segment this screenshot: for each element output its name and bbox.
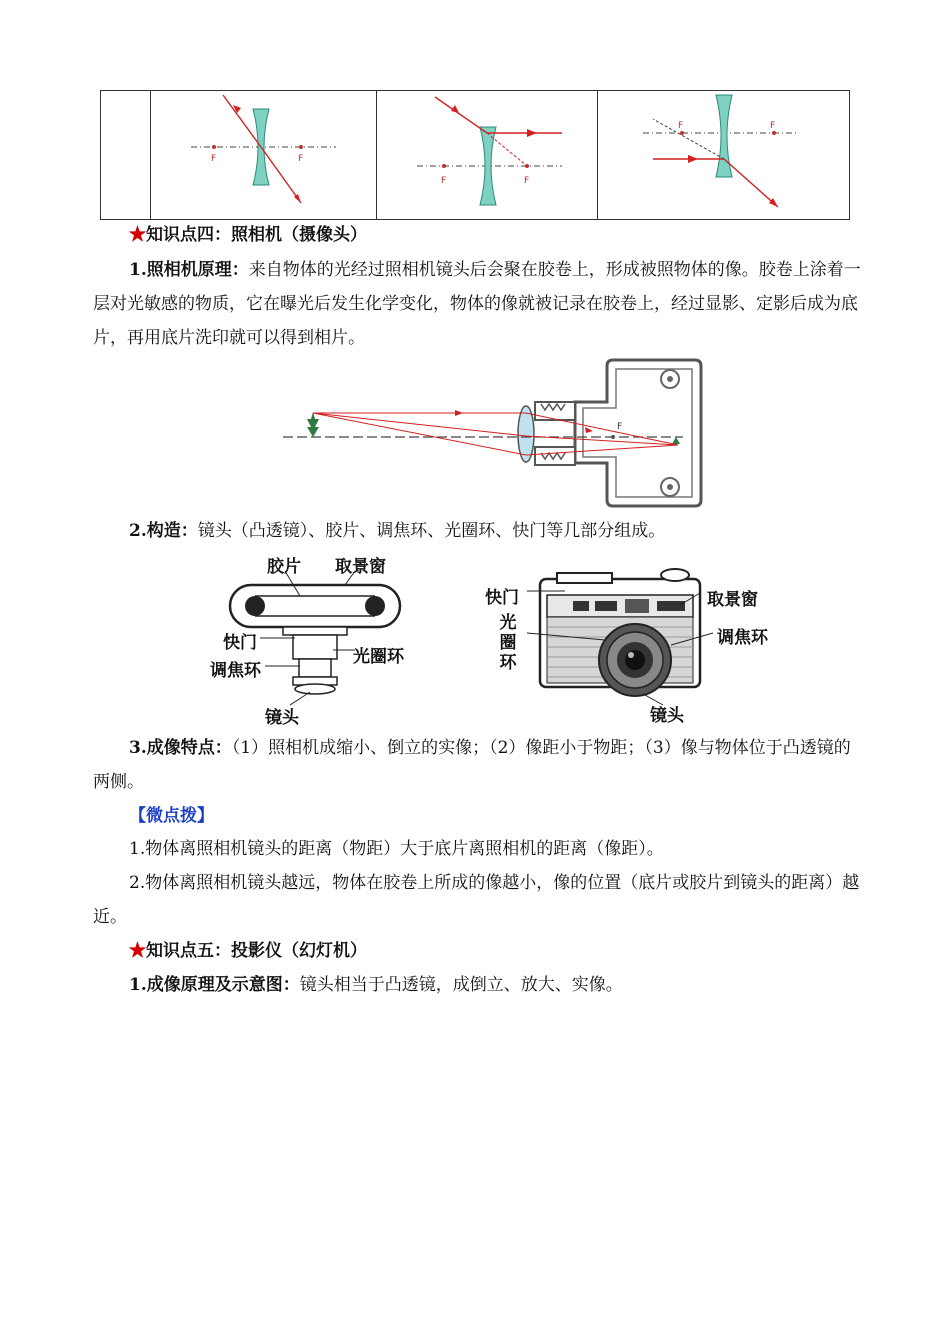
tip-item-2-text: 2.物体离照相机镜头越远，物体在胶卷上所成的像越小，像的位置（底片或胶片到镜头的距离）越近。 [93, 873, 860, 927]
star-icon: ★ [129, 225, 146, 245]
label-film: 胶片 [267, 557, 301, 577]
concave-lens-table [100, 90, 850, 220]
camera-structure-paragraph [93, 514, 861, 548]
label-focus-ring-right: 调焦环 [717, 628, 768, 648]
concave-lens-diagram-2 [377, 91, 598, 219]
section5-title: 知识点五：投影仪（幻灯机） [146, 941, 367, 961]
section4-heading [93, 218, 861, 252]
projector-principle-label: 1.成像原理及示意图： [129, 975, 300, 995]
camera-optics-diagram [283, 357, 703, 509]
label-focus-ring: 调焦环 [210, 661, 261, 681]
imaging-features-text: （1）照相机成缩小、倒立的实像；（2）像距小于物距；（3）像与物体位于凸透镜的两侧。 [93, 738, 851, 792]
focus-label-left: F [441, 176, 447, 186]
camera-principle-label: 1.照相机原理： [129, 260, 249, 280]
focus-label-right: F [524, 176, 530, 186]
tip-heading [93, 799, 861, 833]
camera-principle-text: 来自物体的光经过照相机镜头后会聚在胶卷上，形成被照物体的像。胶卷上涂着一层对光敏感的物质，它在曝光后发生化学变化，物体的像就被记录在胶卷上，经过显影、定影后成为底片，再用底片洗印就可以得到相片。 [93, 260, 861, 348]
label-aperture-ring: 光圈环 [353, 647, 404, 667]
label-aperture-ring-right: 光圈环 [499, 613, 517, 673]
tip-item-1 [93, 832, 861, 866]
section5-heading [93, 934, 861, 968]
focus-label-right: F [770, 121, 776, 131]
camera-structure-text: 镜头（凸透镜）、胶片、调焦环、光圈环、快门等几部分组成。 [197, 521, 666, 541]
label-lens-right: 镜头 [650, 706, 684, 726]
label-shutter-right: 快门 [485, 588, 519, 608]
label-viewfinder: 取景窗 [335, 557, 386, 577]
projector-principle-paragraph [93, 968, 861, 1002]
section4-title: 知识点四：照相机（摄像头） [146, 225, 367, 245]
focus-label-left: F [211, 154, 217, 164]
camera-structure-schematic [205, 550, 425, 730]
imaging-features-label: 3.成像特点： [129, 738, 232, 758]
label-viewfinder-right: 取景窗 [707, 590, 758, 610]
concave-lens-diagram-1 [151, 91, 377, 219]
imaging-features-paragraph [93, 731, 861, 799]
projector-principle-text: 镜头相当于凸透镜，成倒立、放大、实像。 [299, 975, 623, 995]
tip-item-1-text: 1.物体离照相机镜头的距离（物距）大于底片离照相机的距离（像距）。 [129, 839, 664, 859]
camera-photo-drawing [485, 565, 785, 730]
concave-lens-diagram-3 [598, 91, 849, 219]
label-lens: 镜头 [265, 708, 299, 728]
camera-focus-label: F [617, 422, 623, 432]
star-icon: ★ [129, 941, 146, 961]
camera-structure-label: 2.构造： [129, 521, 198, 541]
table-row-label-cell [101, 91, 151, 219]
tip-title: 【微点拨】 [129, 806, 214, 826]
focus-label-left: F [678, 121, 684, 131]
label-shutter: 快门 [223, 633, 257, 653]
focus-label-right: F [298, 154, 304, 164]
camera-principle-paragraph [93, 253, 861, 355]
tip-item-2 [93, 866, 861, 934]
